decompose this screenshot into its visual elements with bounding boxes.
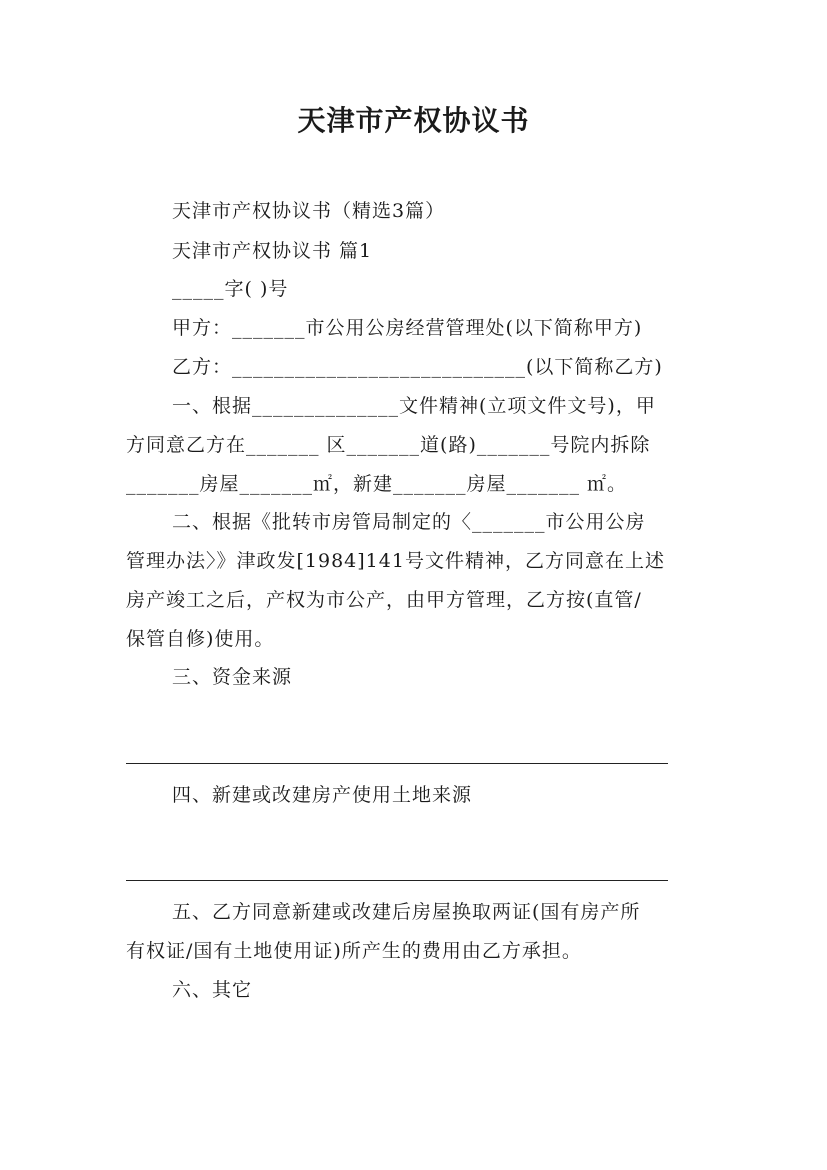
clause-2-line-2: 管理办法〉》津政发[1984]141号文件精神，乙方同意在上述	[126, 550, 665, 572]
clause-4-blank-rule	[126, 880, 668, 881]
doc-section-heading: 天津市产权协议书 篇1	[172, 240, 373, 262]
clause-4-heading: 四、新建或改建房产使用土地来源	[172, 784, 473, 806]
document-title: 天津市产权协议书	[297, 104, 530, 137]
party-b-line: 乙方：____________________________(以下简称乙方)	[172, 356, 663, 378]
clause-1-line-3: _______房屋_______㎡，新建_______房屋_______ ㎡。	[126, 473, 628, 495]
clause-1-line-1: 一、根据______________文件精神(立项文件文号)，甲	[172, 395, 656, 417]
clause-1-line-2: 方同意乙方在_______ 区_______道(路)_______号院内拆除	[126, 434, 651, 456]
doc-subtitle: 天津市产权协议书（精选3篇）	[172, 200, 446, 222]
clause-2-line-1: 二、根据《批转市房管局制定的〈_______市公用公房	[172, 511, 646, 533]
clause-2-line-3: 房产竣工之后，产权为市公产，由甲方管理，乙方按(直管/	[126, 589, 642, 611]
clause-6-heading: 六、其它	[172, 979, 253, 1001]
clause-3-blank-rule	[126, 763, 668, 764]
party-a-line: 甲方：_______市公用公房经营管理处(以下简称甲方)	[172, 317, 643, 339]
clause-5-line-2: 有权证/国有土地使用证)所产生的费用由乙方承担。	[126, 940, 582, 962]
doc-number-line: _____字( )号	[172, 278, 289, 300]
clause-2-line-4: 保管自修)使用。	[126, 628, 275, 650]
clause-5-line-1: 五、乙方同意新建或改建后房屋换取两证(国有房产所	[172, 901, 641, 923]
clause-3-heading: 三、资金来源	[172, 666, 293, 688]
